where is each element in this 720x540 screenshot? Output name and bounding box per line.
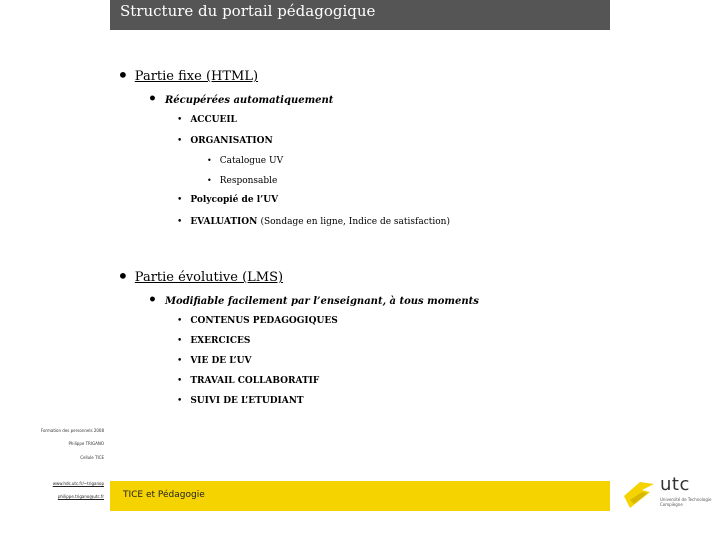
bullet-icon: • xyxy=(207,156,212,165)
outline-sub-evolutive: • Modifiable facilement par l’enseignant, à tous moments xyxy=(148,292,479,308)
bullet-icon: • xyxy=(177,136,183,146)
bullet-icon: • xyxy=(177,396,183,406)
bullet-icon: • xyxy=(177,195,183,205)
bullet-icon: • xyxy=(148,91,157,107)
credit-unit: Cellule TICE xyxy=(80,455,104,460)
outline-item-vie: • VIE DE L’UV xyxy=(177,356,252,366)
outline-heading-evolutive: • Partie évolutive (LMS) xyxy=(117,264,284,288)
outline-item-travail: • TRAVAIL COLLABORATIF xyxy=(177,376,320,386)
outline-item-polycopie: • Polycopié de l’UV xyxy=(177,195,279,205)
footer-title: TICE et Pédagogie xyxy=(123,490,205,500)
footer-bar xyxy=(110,481,610,511)
outline-item-catalogue: • Catalogue UV xyxy=(207,156,284,166)
logo-subtitle: Université de Technologie Compiègne xyxy=(660,497,712,507)
outline-sub-fixed: • Récupérées automatiquement xyxy=(148,91,334,107)
bullet-icon: • xyxy=(177,356,183,366)
outline-item-evaluation: • EVALUATION (Sondage en ligne, Indice de satisfaction) xyxy=(177,217,450,227)
bullet-icon: • xyxy=(177,316,183,326)
logo-name: utc xyxy=(660,474,690,495)
outline-item-exercices: • EXERCICES xyxy=(177,336,251,346)
bullet-icon: • xyxy=(177,217,183,227)
outline-heading-fixed: • Partie fixe (HTML) xyxy=(117,63,259,87)
bullet-icon: • xyxy=(117,264,129,288)
bullet-icon: • xyxy=(177,336,183,346)
bullet-icon: • xyxy=(148,292,157,308)
author-email-link[interactable]: philippe.trigano@utc.fr xyxy=(57,494,104,499)
bullet-icon: • xyxy=(117,63,129,87)
credit-event: Formation des personnels 2008 xyxy=(40,428,104,433)
outline-item-suivi: • SUIVI DE L’ETUDIANT xyxy=(177,396,304,406)
slide-title: Structure du portail pédagogique xyxy=(120,2,376,20)
outline-item-accueil: • ACCUEIL xyxy=(177,115,237,125)
bullet-icon: • xyxy=(177,376,183,386)
credit-author: Philippe TRIGANO xyxy=(68,441,104,446)
outline-item-organisation: • ORGANISATION xyxy=(177,136,273,146)
author-website-link[interactable]: www.hds.utc.fr/~triganop xyxy=(52,481,104,486)
bullet-icon: • xyxy=(177,115,183,125)
outline-item-responsable: • Responsable xyxy=(207,176,278,186)
utc-logo-icon xyxy=(620,474,658,514)
outline-item-contenus: • CONTENUS PEDAGOGIQUES xyxy=(177,316,338,326)
utc-logo xyxy=(620,470,710,514)
bullet-icon: • xyxy=(207,176,212,185)
